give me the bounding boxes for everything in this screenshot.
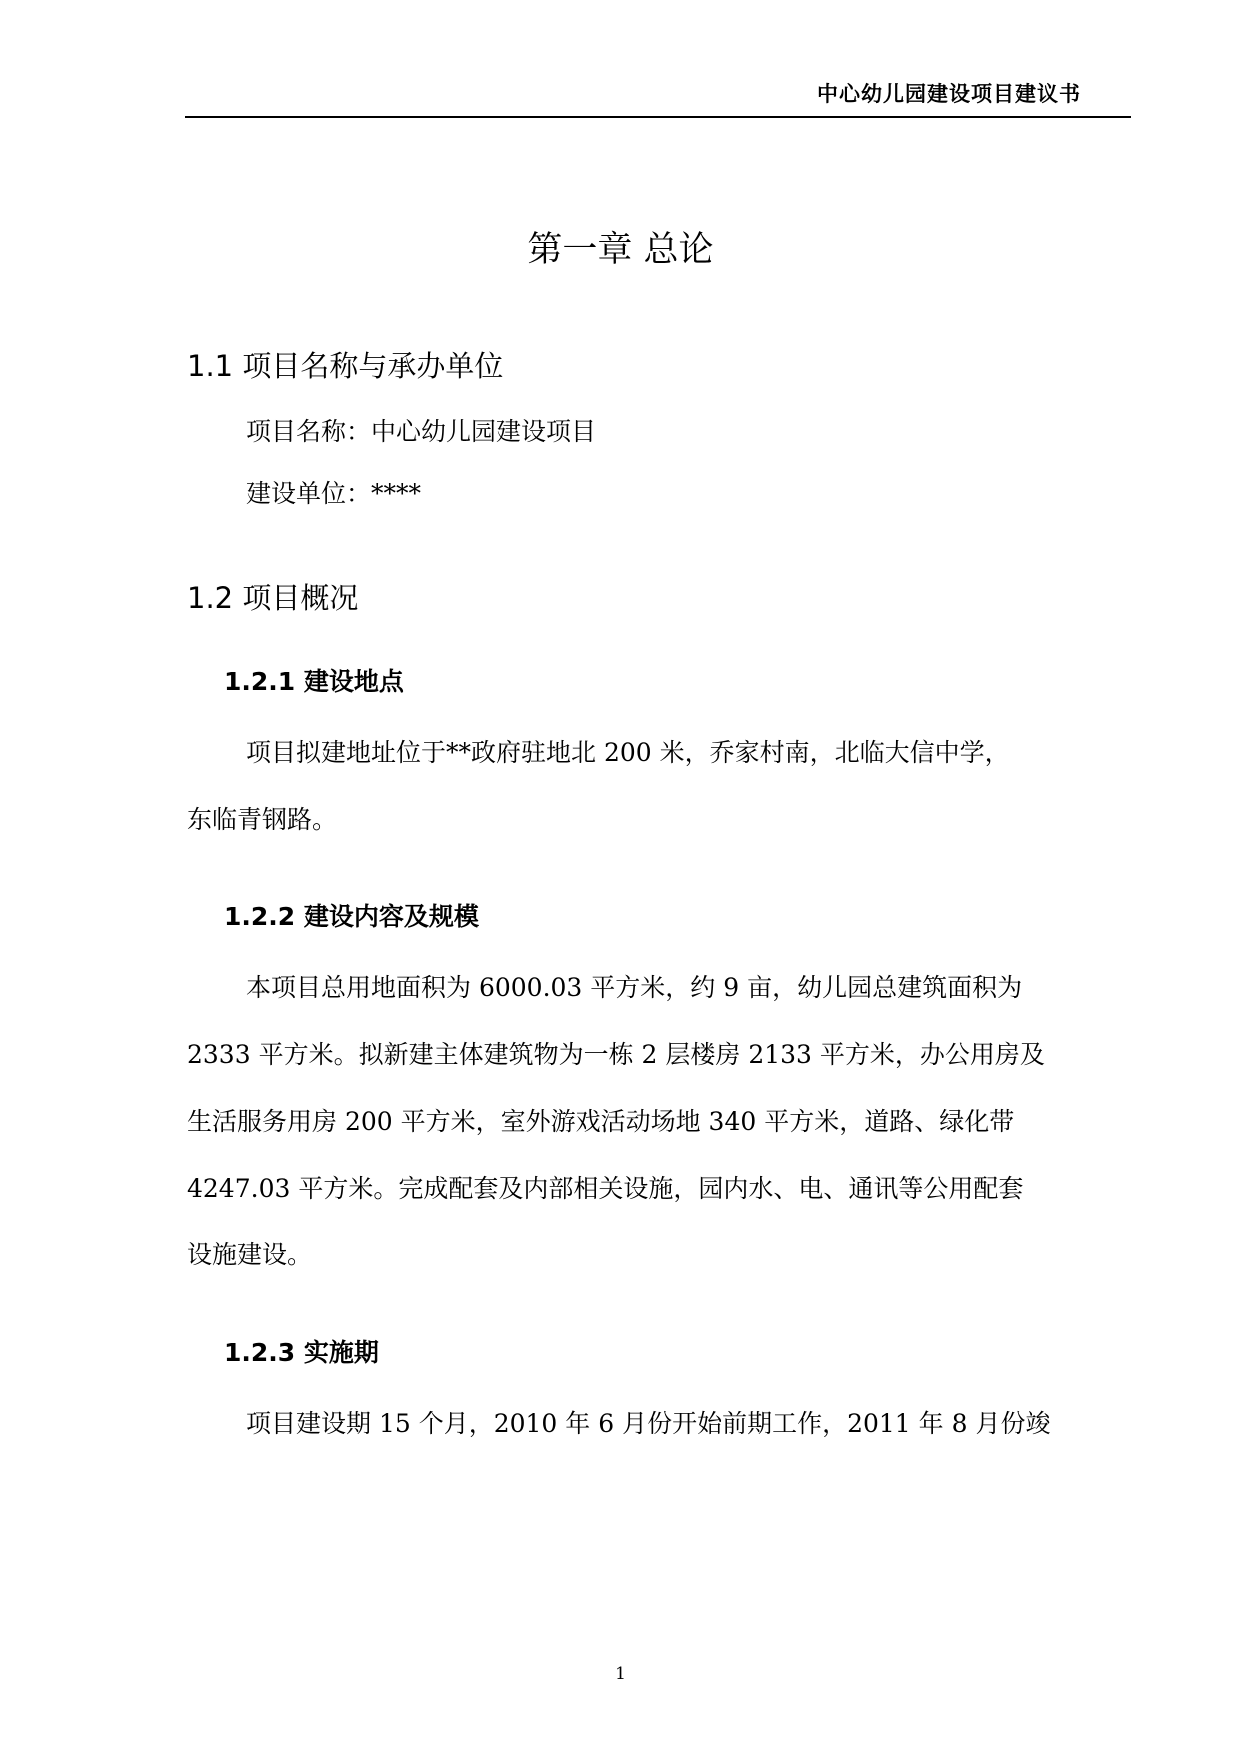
section-heading-1-2: 1.2 项目概况 (187, 581, 359, 615)
body-line: 本项目总用地面积为 6000.03 平方米，约 9 亩，幼儿园总建筑面积为 (246, 973, 1023, 1002)
header-rule (185, 116, 1131, 118)
body-line: 设施建设。 (187, 1240, 313, 1269)
chapter-title: 第一章 总论 (527, 230, 714, 270)
section-heading-1-1: 1.1 项目名称与承办单位 (187, 349, 504, 383)
section-heading-1-2-2: 1.2.2 建设内容及规模 (224, 902, 479, 931)
body-line: 项目拟建地址位于**政府驻地北 200 米，乔家村南，北临大信中学， (246, 738, 1010, 767)
body-line: 东临青钢路。 (187, 805, 338, 834)
section-heading-1-2-3: 1.2.3 实施期 (224, 1338, 379, 1367)
project-name-line: 项目名称：中心幼儿园建设项目 (246, 417, 597, 446)
body-line: 项目建设期 15 个月，2010 年 6 月份开始前期工作，2011 年 8 月份竣 (246, 1409, 1051, 1438)
construction-unit-line: 建设单位：**** (246, 479, 422, 508)
running-header-title: 中心幼儿园建设项目建议书 (817, 82, 1081, 106)
section-heading-1-2-1: 1.2.1 建设地点 (224, 667, 404, 696)
body-line: 4247.03 平方米。完成配套及内部相关设施，园内水、电、通讯等公用配套 (187, 1174, 1024, 1203)
body-line: 生活服务用房 200 平方米，室外游戏活动场地 340 平方米，道路、绿化带 (187, 1107, 1015, 1136)
page-number: 1 (615, 1664, 626, 1684)
body-line: 2333 平方米。拟新建主体建筑物为一栋 2 层楼房 2133 平方米，办公用房及 (187, 1040, 1045, 1069)
